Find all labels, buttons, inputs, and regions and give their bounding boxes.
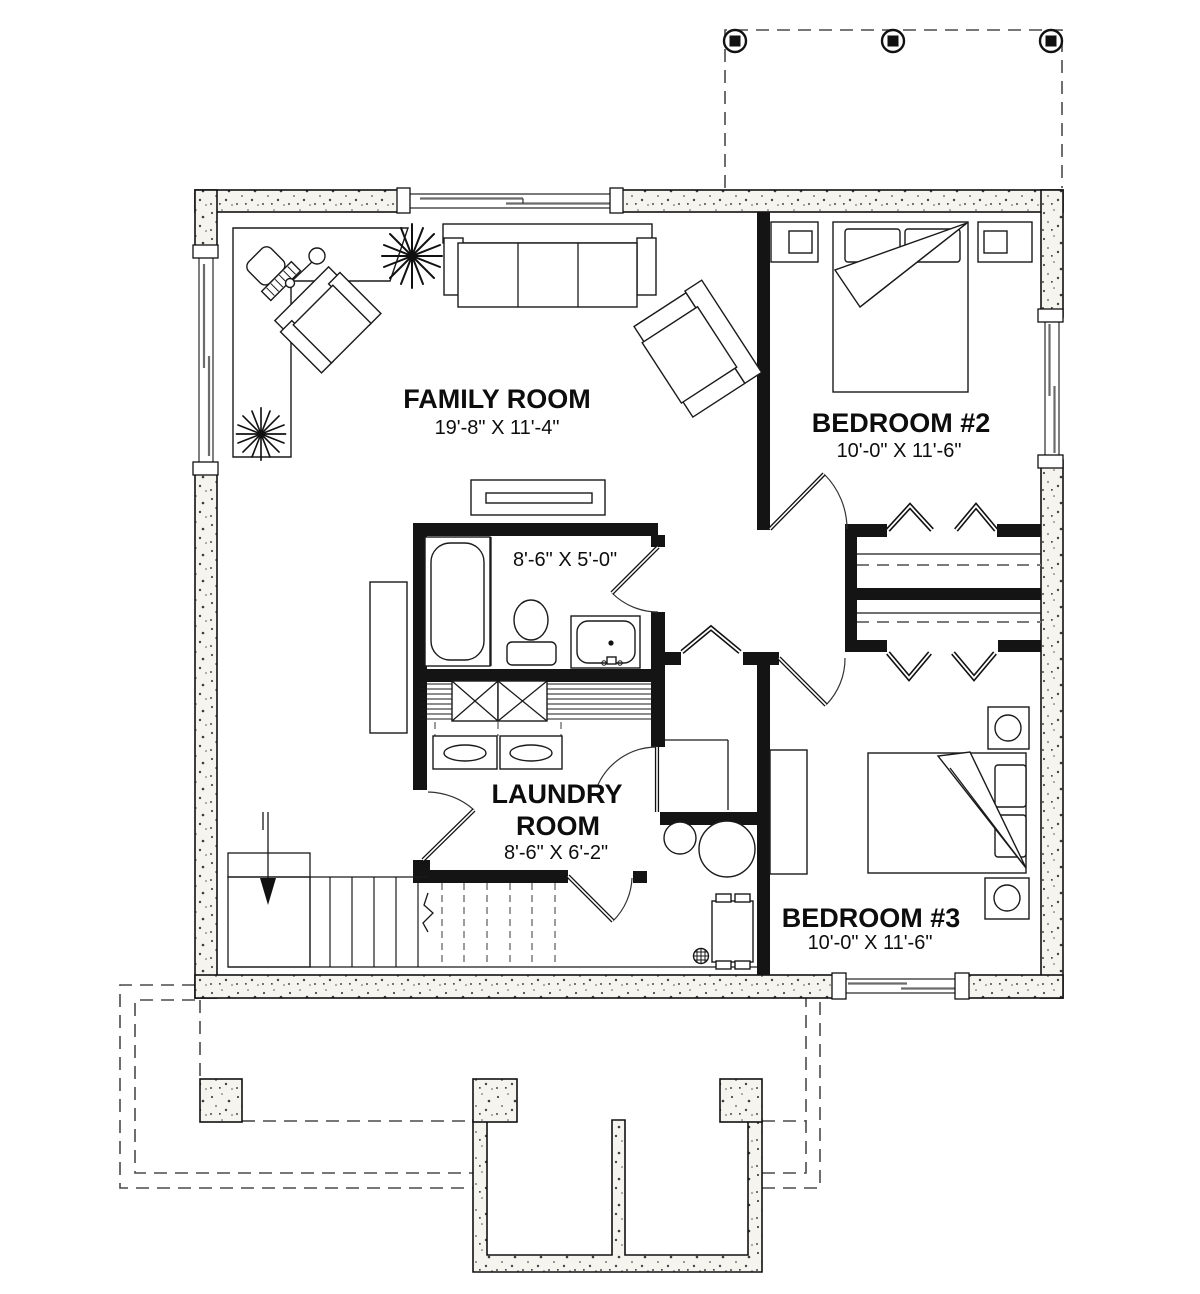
door-bedroom3	[779, 658, 845, 705]
bedroom2-furniture	[771, 222, 1032, 392]
upper-deck-outline	[724, 30, 1062, 188]
deck-column-marker	[882, 30, 904, 52]
laundry-room-label-line2: ROOM	[516, 811, 600, 841]
plant-top	[382, 224, 442, 288]
dresser	[770, 750, 807, 874]
family-room-label: FAMILY ROOM	[403, 384, 591, 414]
toilet	[507, 600, 556, 665]
mechanical-equipment	[664, 740, 755, 969]
bedroom3-label: BEDROOM #3	[781, 903, 961, 933]
laundry-room-label-line1: LAUNDRY	[491, 779, 623, 809]
window-well	[473, 1120, 762, 1272]
door-bathroom	[612, 547, 658, 612]
floor-drain	[694, 949, 709, 964]
bathroom-vanity-sink	[571, 616, 640, 668]
sofa	[443, 224, 656, 307]
water-tank-small	[664, 822, 696, 854]
media-console	[471, 480, 605, 515]
deck-column-marker	[1040, 30, 1062, 52]
door-stairwell	[568, 876, 632, 921]
nightstand	[771, 222, 818, 262]
window-left	[193, 245, 218, 475]
window-bottom-bedroom3	[832, 973, 969, 999]
furnace	[712, 894, 753, 969]
bookshelf	[370, 582, 407, 733]
deck-post-footings	[200, 1079, 762, 1122]
plant-bottom	[236, 408, 285, 460]
laundry-counter	[420, 681, 651, 769]
nightstand	[985, 878, 1029, 919]
bedroom3-dims: 10'-0" X 11'-6"	[807, 932, 933, 954]
window-right-bedroom2	[1038, 309, 1063, 468]
family-room-dims: 19'-8" X 11'-4"	[434, 417, 560, 439]
nightstand	[988, 707, 1029, 749]
bed-bedroom3	[868, 752, 1026, 873]
laundry-tubs	[433, 736, 562, 769]
bedroom2-label: BEDROOM #2	[811, 408, 991, 438]
armchair-right	[631, 280, 761, 418]
bedroom2-dims: 10'-0" X 11'-6"	[836, 440, 962, 462]
window-top	[397, 188, 623, 213]
bedroom3-furniture	[770, 707, 1029, 919]
deck-column-marker	[724, 30, 746, 52]
laundry-room-dims: 8'-6" X 6'-2"	[503, 842, 609, 864]
door-bedroom2	[770, 474, 847, 529]
bed-bedroom2	[833, 222, 968, 392]
bathtub	[425, 537, 490, 666]
bathroom-dims: 8'-6" X 5'-0"	[512, 549, 618, 571]
nightstand	[978, 222, 1032, 262]
stair-direction-arrow	[260, 812, 276, 905]
family-room-furniture	[233, 224, 762, 733]
water-heater	[699, 821, 755, 877]
door-laundry	[423, 792, 474, 860]
upper-cabinets	[452, 681, 547, 721]
